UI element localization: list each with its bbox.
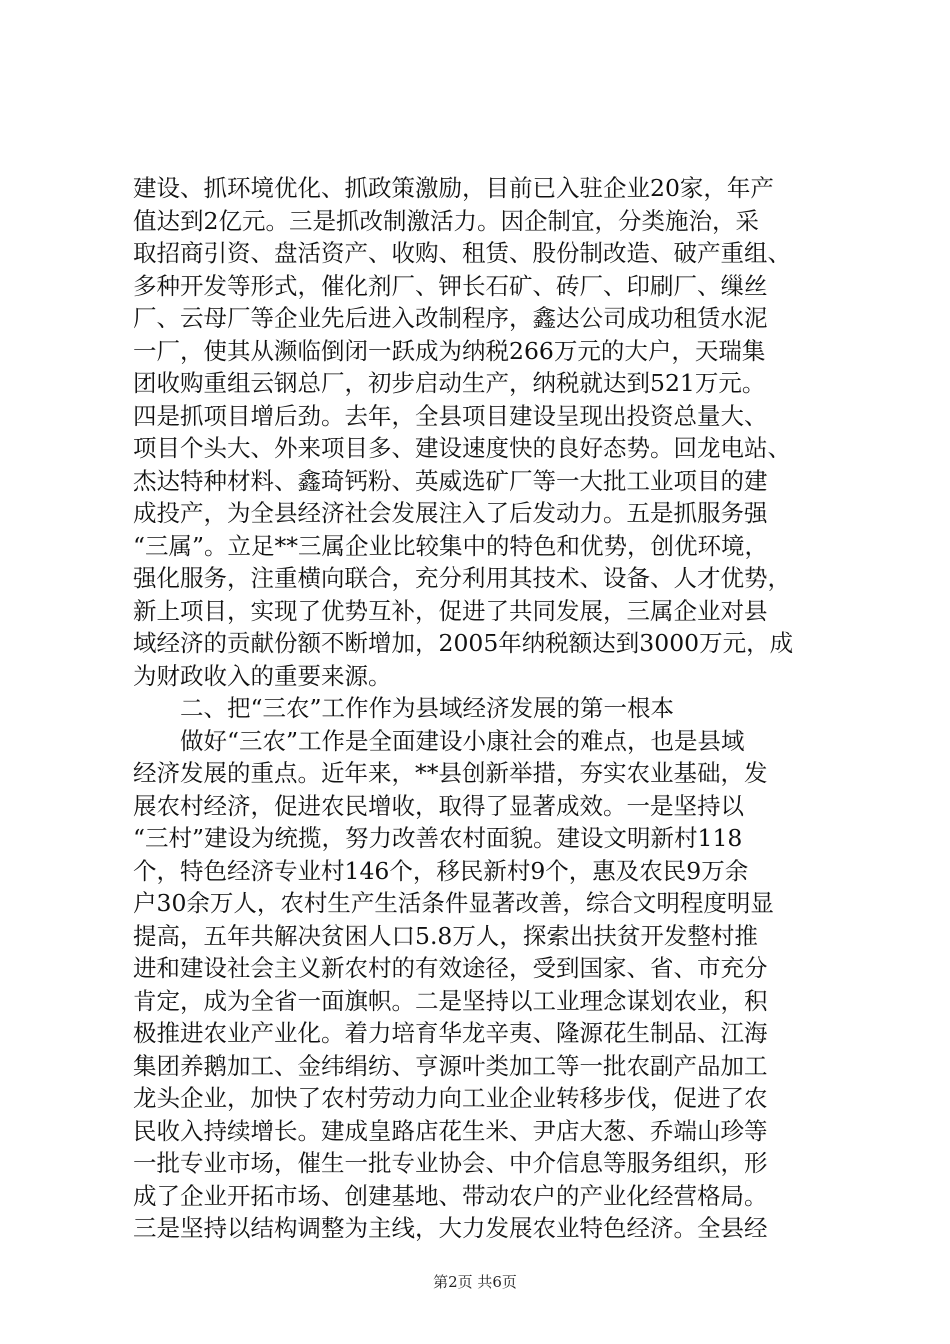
text-line: 个，特色经济专业村146个，移民新村9个，惠及农民9万余 [133,856,749,885]
text-line: 值达到2亿元。三是抓改制激活力。因企制宜，分类施治，采 [133,206,759,235]
text-line: 展农村经济，促进农民增收，取得了显著成效。一是坚持以 [133,791,744,820]
body-text [133,172,833,1245]
text-line: 二、把“三农”工作作为县域经济发展的第一根本 [133,694,675,722]
text-line: 经济发展的重点。近年来，**县创新举措，夯实农业基础，发 [133,759,768,787]
text-line: 极推进农业产业化。着力培育华龙辛夷、隆源花生制品、江海 [133,1019,768,1047]
text-line: 一厂，使其从濒临倒闭一跃成为纳税266万元的大户，天瑞集 [133,336,766,365]
text-line: 三是坚持以结构调整为主线，大力发展农业特色经济。全县经 [133,1214,768,1242]
text-line: 集团养鹅加工、金纬绢纺、亨源叶类加工等一批农副产品加工 [133,1051,768,1080]
text-line: 多种开发等形式，催化剂厂、钾长石矿、砖厂、印刷厂、缫丝 [133,271,768,300]
text-line: 四是抓项目增后劲。去年，全县项目建设呈现出投资总量大、 [133,401,768,430]
text-line: 成了企业开拓市场、创建基地、带动农户的产业化经营格局。 [133,1181,768,1210]
text-line: 户30余万人，农村生产生活条件显著改善，综合文明程度明显 [133,889,774,917]
page-footer: 第2页 共6页 [433,1273,517,1291]
text-line: 建设、抓环境优化、抓政策激励，目前已入驻企业20家，年产 [133,174,774,202]
text-line: 提高，五年共解决贫困人口5.8万人，探索出扶贫开发整村推 [133,921,758,950]
text-line: 域经济的贡献份额不断增加，2005年纳税额达到3000万元，成 [133,629,794,657]
text-line: 新上项目，实现了优势互补，促进了共同发展，三属企业对县 [133,596,768,625]
text-line: “三属”。立足**三属企业比较集中的特色和优势，创优环境， [133,531,769,560]
text-line: 进和建设社会主义新农村的有效途径，受到国家、省、市充分 [133,954,768,982]
text-line: 一批专业市场，催生一批专业协会、中介信息等服务组织，形 [133,1149,768,1177]
text-line: 强化服务，注重横向联合，充分利用其技术、设备、人才优势， [133,564,791,592]
text-line: 民收入持续增长。建成皇路店花生米、尹店大葱、乔端山珍等 [133,1116,768,1145]
text-line: 龙头企业，加快了农村劳动力向工业企业转移步伐，促进了农 [133,1084,768,1112]
text-line: 厂、云母厂等企业先后进入改制程序，鑫达公司成功租赁水泥 [133,304,768,332]
text-line: 项目个头大、外来项目多、建设速度快的良好态势。回龙电站、 [133,434,791,462]
text-line: 成投产，为全县经济社会发展注入了后发动力。五是抓服务强 [133,499,768,527]
text-line: 肯定，成为全省一面旗帜。二是坚持以工业理念谋划农业，积 [133,986,768,1015]
text-line: 杰达特种材料、鑫琦钙粉、英威选矿厂等一大批工业项目的建 [133,466,768,495]
text-line: 为财政收入的重要来源。 [133,661,392,690]
text-line: 做好“三农”工作是全面建设小康社会的难点，也是县域 [133,726,745,755]
text-line: 取招商引资、盘活资产、收购、租赁、股份制改造、破产重组、 [133,239,791,267]
text-line: 团收购重组云钢总厂，初步启动生产，纳税就达到521万元。 [133,369,766,397]
text-line: “三村”建设为统揽，努力改善农村面貌。建设文明新村118 [133,824,743,852]
